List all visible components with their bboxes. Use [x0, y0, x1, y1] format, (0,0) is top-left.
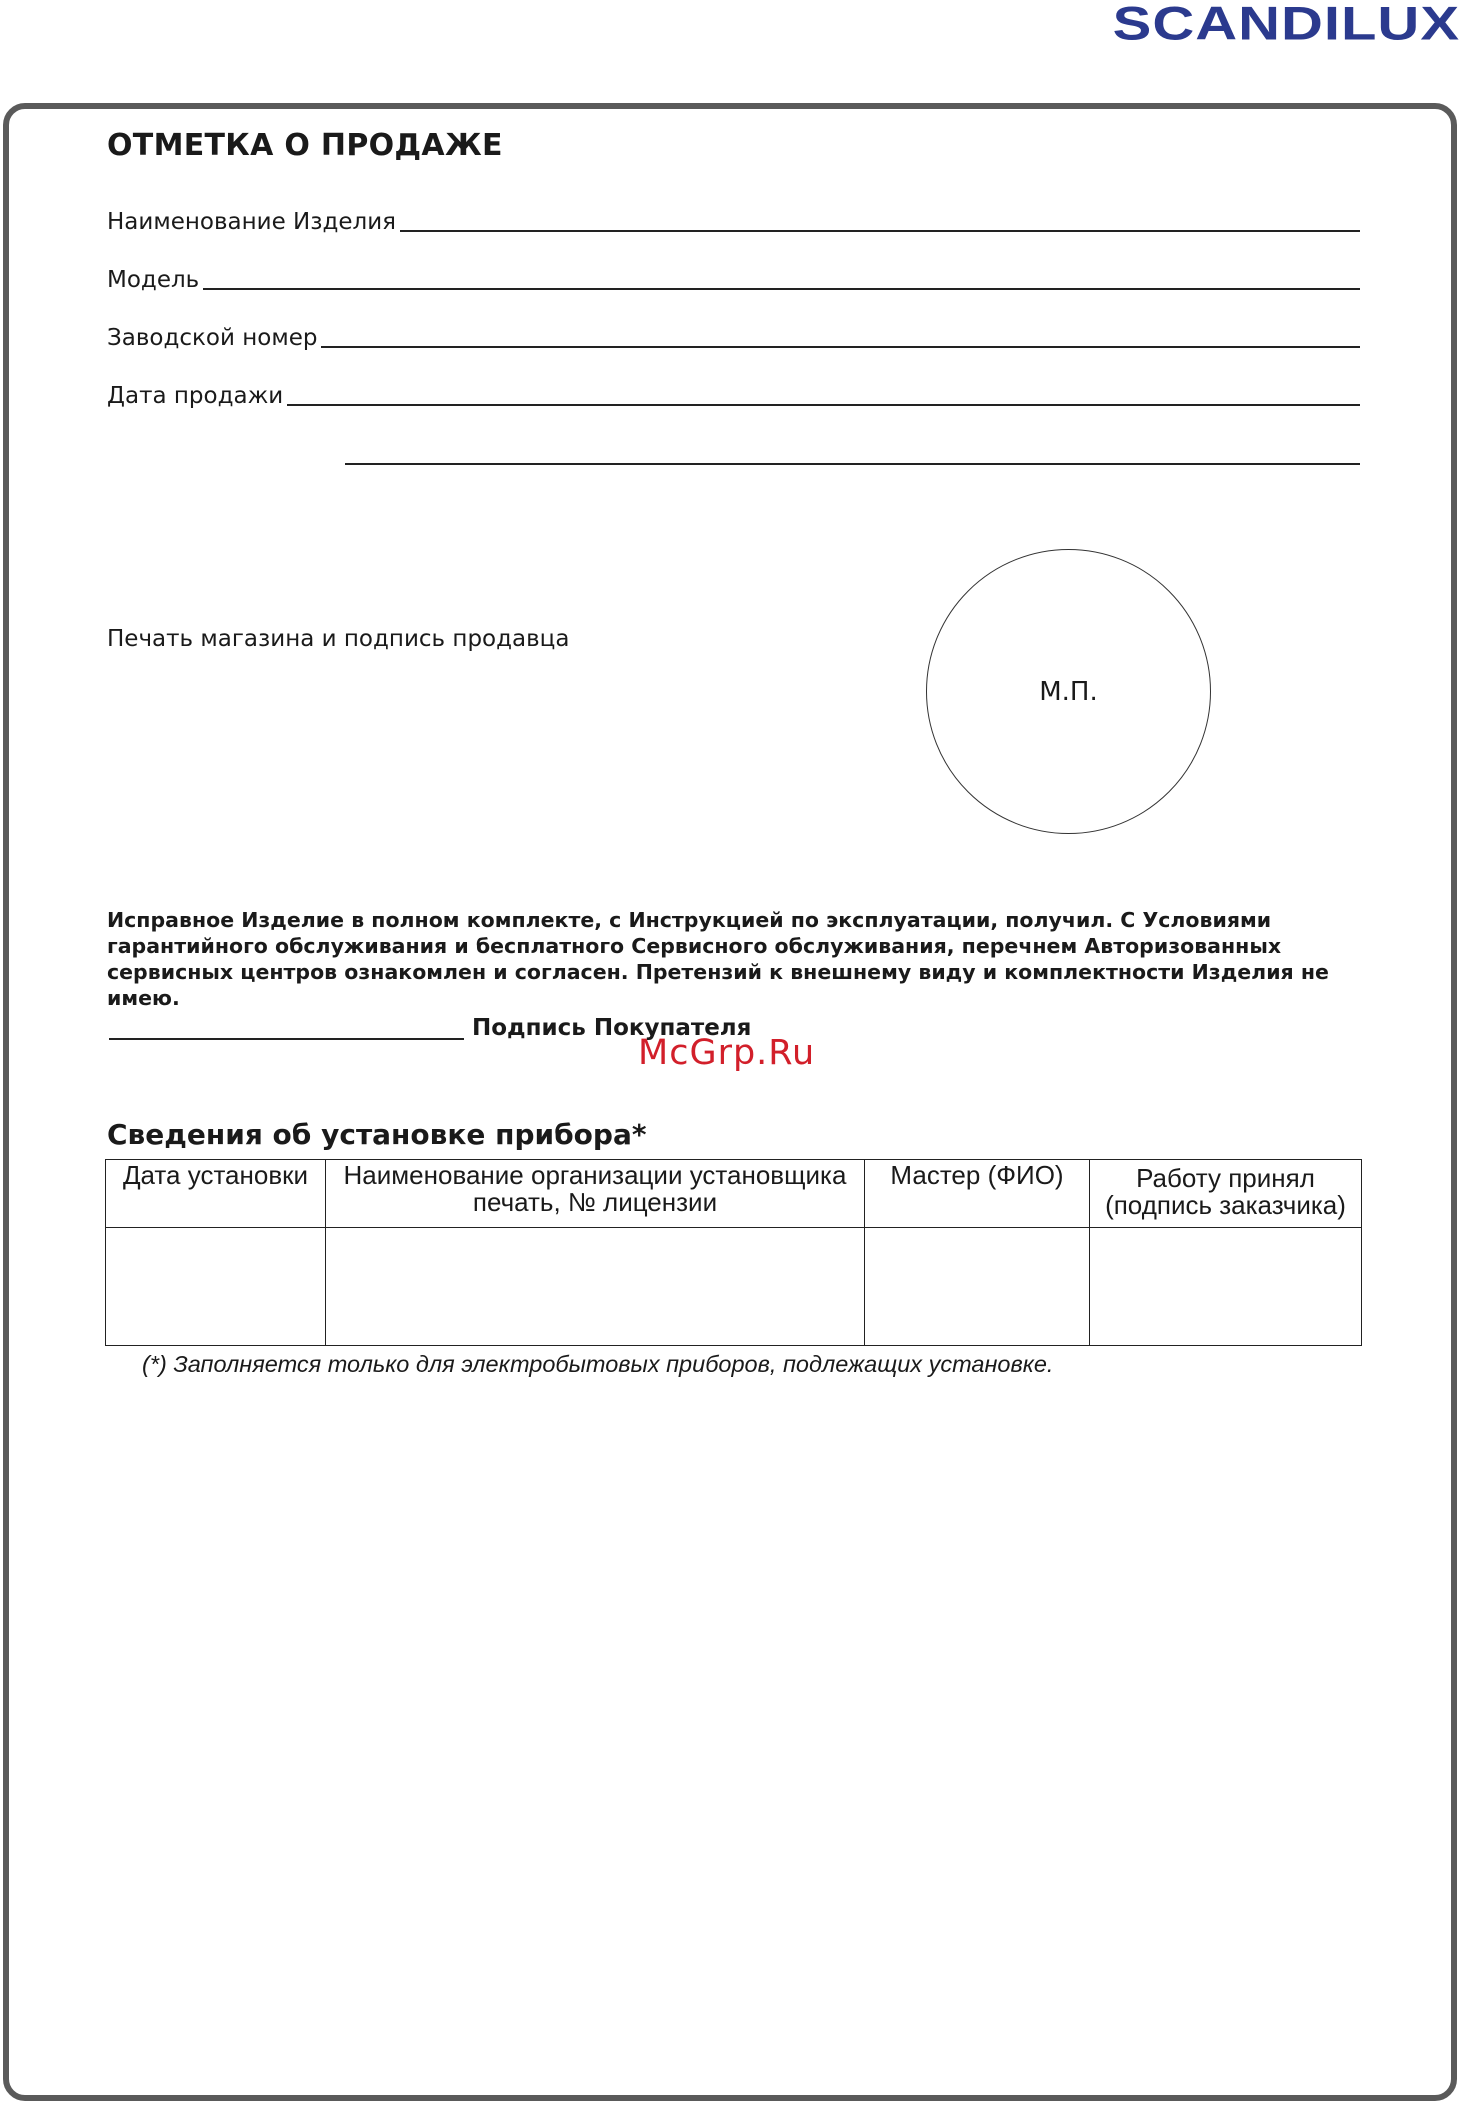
field-model-label: Модель	[107, 267, 200, 293]
field-sale-date-label: Дата продажи	[107, 383, 284, 409]
installation-table	[105, 1159, 1362, 1346]
cell-master[interactable]	[865, 1228, 1090, 1346]
field-product-name-input-line[interactable]	[400, 230, 1360, 232]
brand-logo: SCANDILUX	[1112, 0, 1460, 51]
column-install-date-line1: Дата установки	[122, 1160, 309, 1190]
watermark: McGrp.Ru	[638, 1033, 816, 1073]
field-serial-number-label: Заводской номер	[107, 325, 318, 351]
field-product-name	[107, 205, 1360, 235]
column-master	[865, 1160, 1090, 1228]
acknowledgement-text: Исправное Изделие в полном комплекте, с Инструкцией по эксплуатации, получил. С Условиями гарантийного обслуживания и бесплатного Сервисного обслуживания, перечнем Авторизованных сервисных центров ознакомлен и согласен. Претензий к внешнему виду и комплектности Изделия не имею.	[107, 908, 1329, 1010]
installation-footnote: (*) Заполняется только для электробытовых приборов, подлежащих установке.	[142, 1351, 1054, 1377]
field-extra-line[interactable]	[345, 463, 1360, 465]
field-product-name-label: Наименование Изделия	[107, 209, 397, 235]
column-install-date	[106, 1160, 326, 1228]
cell-organization[interactable]	[326, 1228, 865, 1346]
sale-section-title: ОТМЕТКА О ПРОДАЖЕ	[107, 128, 503, 163]
cell-install-date[interactable]	[106, 1228, 326, 1346]
table-header-row	[106, 1160, 1362, 1228]
buyer-signature-label: Подпись Покупателя	[472, 1015, 752, 1041]
column-organization-line2: печать, № лицензии	[472, 1187, 718, 1217]
field-sale-date	[107, 379, 1360, 409]
field-sale-date-input-line[interactable]	[287, 404, 1360, 406]
column-organization-line1: Наименование организации установщика	[343, 1160, 847, 1190]
field-model	[107, 263, 1360, 293]
field-model-input-line[interactable]	[203, 288, 1360, 290]
field-serial-number-input-line[interactable]	[321, 346, 1360, 348]
table-row	[106, 1228, 1362, 1346]
stamp-text: М.П.	[1039, 676, 1098, 707]
column-master-line1: Мастер (ФИО)	[890, 1160, 1064, 1190]
column-accepted	[1090, 1160, 1362, 1228]
field-serial-number	[107, 321, 1360, 351]
cell-accepted[interactable]	[1090, 1228, 1362, 1346]
stamp-circle	[926, 549, 1211, 834]
column-accepted-line2: (подпись заказчика)	[1105, 1190, 1346, 1220]
stamp-signature-label: Печать магазина и подпись продавца	[107, 626, 570, 652]
installation-title: Сведения об установке прибора*	[107, 1118, 647, 1151]
column-organization	[326, 1160, 865, 1228]
column-accepted-line1: Работу принял	[1136, 1163, 1315, 1193]
buyer-signature-line[interactable]	[109, 1038, 464, 1040]
